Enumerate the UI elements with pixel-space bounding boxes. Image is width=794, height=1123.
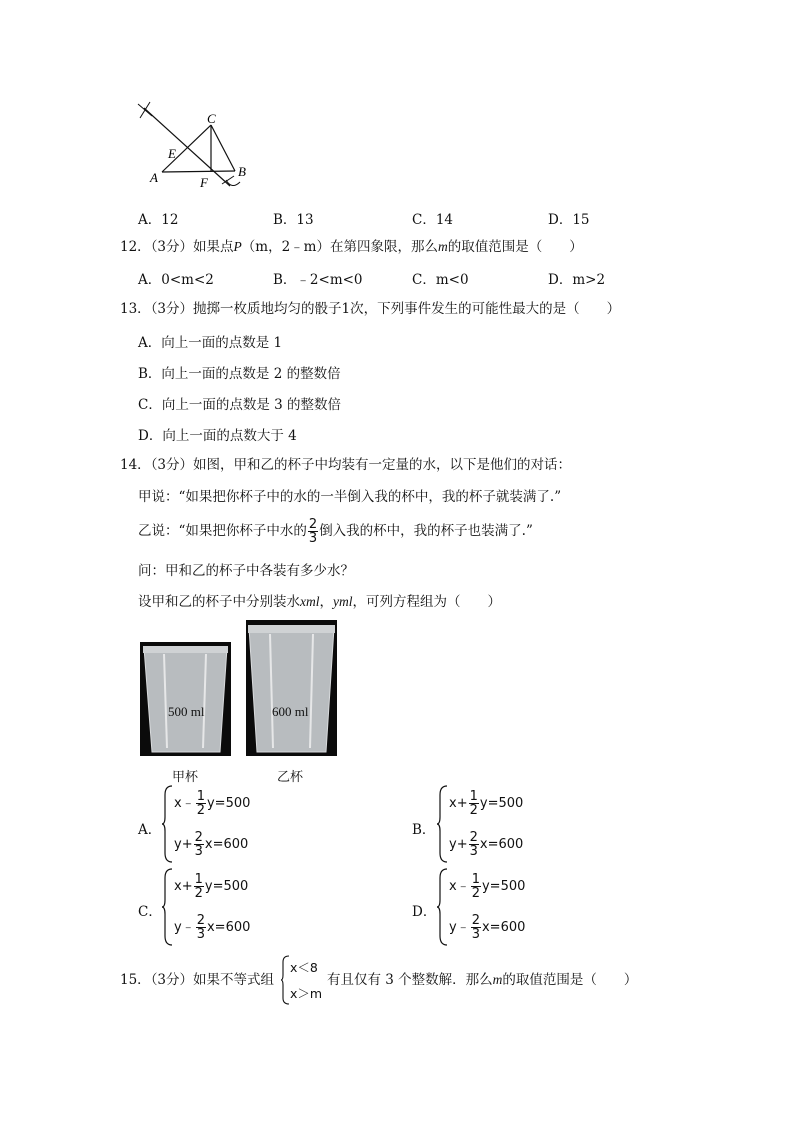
q12-option-a[interactable]: A．0<m<2 — [138, 272, 214, 288]
q14-option-d-eq2: y﹣ $\frac{2}{3}$ x=600 — [449, 913, 526, 942]
label-a: A — [150, 170, 158, 185]
q13-option-a[interactable]: A．向上一面的点数是 1 — [138, 335, 283, 351]
q14-option-d-letter[interactable]: D． — [412, 904, 437, 920]
q14-option-c-letter[interactable]: C． — [138, 904, 162, 920]
q12-option-d[interactable]: D．m>2 — [548, 272, 606, 288]
label-e: E — [168, 146, 176, 161]
q11-option-a[interactable]: A．12 — [138, 212, 179, 228]
q14-option-b-eq1: x+ $\frac{1}{2}$ y=500 — [449, 789, 524, 818]
label-f: F — [200, 175, 208, 190]
q14-option-b-eq2: y+ $\frac{2}{3}$ x=600 — [449, 830, 524, 859]
cup-jia-caption: 甲杯 — [172, 770, 199, 785]
cup-yi-caption: 乙杯 — [277, 770, 304, 785]
q12-option-c[interactable]: C．m<0 — [412, 272, 469, 288]
q13-option-b[interactable]: B．向上一面的点数是 2 的整数倍 — [138, 366, 341, 382]
q11-option-c[interactable]: C．14 — [412, 212, 454, 228]
q14-option-a-eq1: x﹣ $\frac{1}{2}$ y=500 — [174, 789, 251, 818]
q13-stem: 13．（3分）抛掷一枚质地均匀的骰子1次，下列事件发生的可能性最大的是（ ） — [120, 301, 621, 317]
q11-option-b[interactable]: B．13 — [273, 212, 314, 228]
q13-option-c[interactable]: C．向上一面的点数是 3 的整数倍 — [138, 397, 342, 413]
q12-option-b[interactable]: B．﹣2<m<0 — [273, 272, 363, 288]
q14-option-a-letter[interactable]: A． — [138, 822, 162, 838]
q15-inequality-2: x＞m — [290, 986, 323, 1001]
q13-option-d[interactable]: D．向上一面的点数大于 4 — [138, 428, 297, 444]
q11-option-d[interactable]: D．15 — [548, 212, 590, 228]
q15-stem-end: 有且仅有 3 个整数解．那么m的取值范围是（ ） — [327, 972, 638, 988]
cup-yi-photo — [246, 620, 337, 756]
q15-inequality-1: x＜8 — [290, 960, 318, 975]
brace-icon — [161, 785, 173, 863]
brace-icon — [436, 868, 448, 946]
label-c: C — [207, 111, 216, 126]
q12-stem: 12．（3分）如果点P（m，2﹣m）在第四象限，那么m的取值范围是（ ） — [120, 239, 583, 255]
q14-option-c-eq2: y﹣ $\frac{2}{3}$ x=600 — [174, 913, 251, 942]
cup-jia-label: 500 ml — [168, 704, 205, 719]
q14-option-d-eq1: x﹣ $\frac{1}{2}$ y=500 — [449, 872, 526, 901]
q14-option-b-letter[interactable]: B． — [412, 822, 436, 838]
q14-option-c-eq1: x+ $\frac{1}{2}$ y=500 — [174, 872, 249, 901]
q14-option-a-eq2: y+ $\frac{2}{3}$ x=600 — [174, 830, 249, 859]
label-b: B — [238, 164, 246, 179]
cup-yi-label: 600 ml — [272, 704, 309, 719]
brace-icon — [280, 955, 290, 1005]
q14-jia-speech: 甲说：“如果把你杯子中的水的一半倒入我的杯中，我的杯子就装满了.” — [138, 489, 562, 505]
q14-stem: 14．（3分）如图，甲和乙的杯子中均装有一定量的水，以下是他们的对话： — [120, 457, 572, 473]
q14-yi-speech: 乙说：“如果把你杯子中水的 $\frac{2}{3}$ 倒入我的杯中，我的杯子也装满了.” — [138, 517, 533, 546]
q14-question: 问：甲和乙的杯子中各装有多少水？ — [138, 563, 354, 579]
brace-icon — [436, 785, 448, 863]
fraction-two-thirds: $\frac{2}{3}$ — [308, 517, 318, 546]
q15-stem-start: 15．（3分）如果不等式组 — [120, 972, 275, 988]
cup-jia-photo — [140, 642, 231, 756]
q14-setup: 设甲和乙的杯子中分别装水xml，yml，可列方程组为（ ） — [138, 594, 501, 610]
brace-icon — [161, 868, 173, 946]
geometry-figure — [130, 98, 260, 193]
